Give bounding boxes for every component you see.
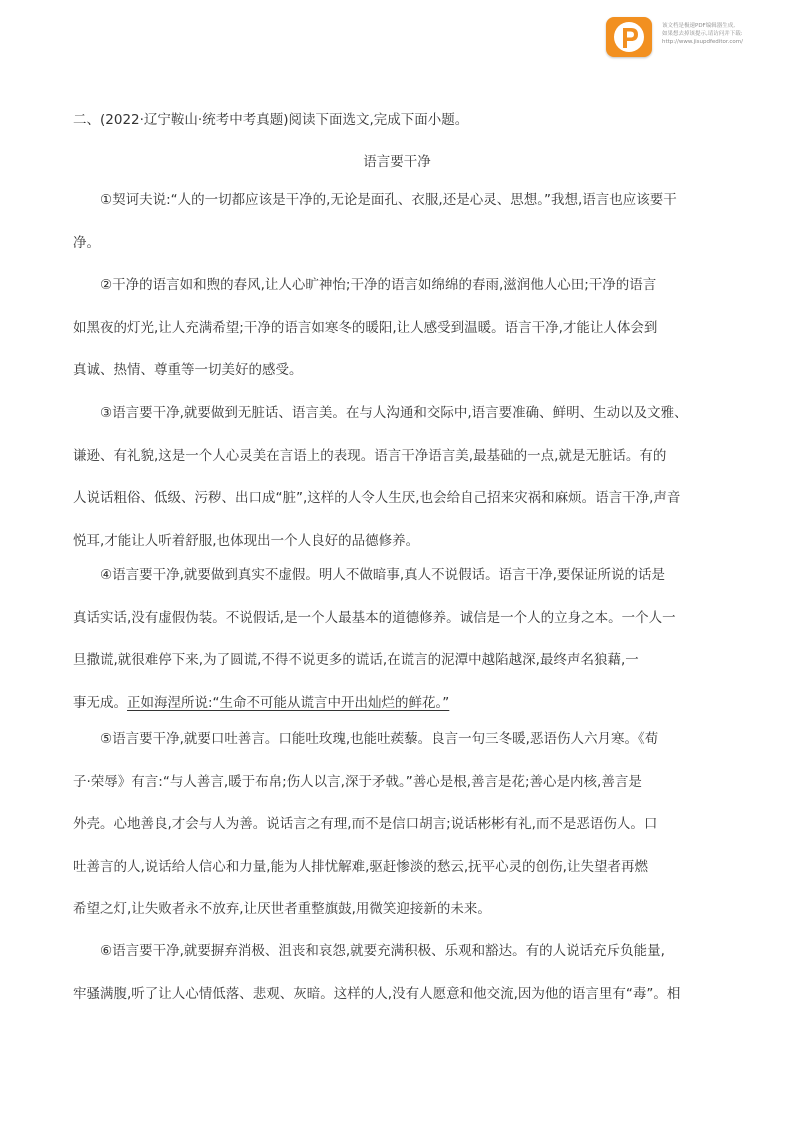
- question-heading: 二、(2022·辽宁鞍山·统考中考真题)阅读下面选文,完成下面小题。: [73, 112, 469, 128]
- logo-note-line: http://www.jisupdfeditor.com/: [662, 39, 743, 45]
- paragraph-2: [73, 264, 733, 392]
- paragraph-line: 外壳。心地善良,才会与人为善。说话言之有理,而不是信口胡言;说话彬彬有礼,而不是恶语伤人。口: [73, 816, 658, 832]
- logo-watermark-note: [662, 22, 787, 46]
- paragraph-line: 净。: [73, 234, 100, 251]
- pdf-editor-logo-icon: [606, 17, 652, 57]
- paragraph-line: 真诚、热情、尊重等一切美好的感受。: [73, 362, 303, 378]
- paragraph-line: 旦撒谎,就很难停下来,为了圆谎,不得不说更多的谎话,在谎言的泥潭中越陷越深,最终声名狼藉,一: [73, 652, 639, 668]
- paragraph-6: [73, 930, 733, 1015]
- paragraph-1: [73, 179, 733, 264]
- paragraph-line: 真话实话,没有虚假伪装。不说假话,是一个人最基本的道德修养。诚信是一个人的立身之本。一个人一: [73, 609, 676, 626]
- paragraph-line: ②干净的语言如和煦的春风,让人心旷神怡;干净的语言如绵绵的春雨,滋润他人心田;干净的语言: [100, 277, 657, 293]
- paragraph-line: 希望之灯,让失败者永不放弃,让厌世者重整旗鼓,用微笑迎接新的未来。: [73, 901, 491, 917]
- paragraph-line: ⑥语言要干净,就要摒弃消极、沮丧和哀怨,就要充满积极、乐观和豁达。有的人说话充斥负能量,: [100, 943, 665, 959]
- logo-note-line: 该文档是极速PDF编辑器生成,: [662, 23, 735, 29]
- paragraph-line: 悦耳,才能让人听着舒服,也体现出一个人良好的品德修养。: [73, 532, 420, 549]
- paragraph-3: [73, 392, 733, 562]
- underlined-quote: 正如海涅所说:“生命不可能从谎言中开出灿烂的鲜花。”: [127, 694, 450, 711]
- paragraph-line: ③语言要干净,就要做到无脏话、语言美。在与人沟通和交际中,语言要准确、鲜明、生动以及文雅、: [100, 405, 688, 421]
- paragraph-line: 子·荣辱》有言:“与人善言,暖于布帛;伤人以言,深于矛戟。”善心是根,善言是花;善心是内核,善言是: [73, 773, 642, 790]
- paragraph-5: [73, 718, 733, 931]
- paragraph-line: ①契诃夫说:“人的一切都应该是干净的,无论是面孔、衣服,还是心灵、思想。”我想,语言也应该要干: [100, 192, 677, 208]
- paragraph-line: 吐善言的人,说话给人信心和力量,能为人排忧解难,驱赶惨淡的愁云,抚平心灵的创伤,让失望者再燃: [73, 858, 648, 875]
- article-title: 语言要干净: [363, 154, 431, 170]
- paragraph-line: ④语言要干净,就要做到真实不虚假。明人不做暗事,真人不说假话。语言干净,要保证所说的话是: [100, 567, 665, 583]
- paragraph-line: 牢骚满腹,听了让人心情低落、悲观、灰暗。这样的人,没有人愿意和他交流,因为他的语言里有“毒”。相: [73, 985, 681, 1002]
- paragraph-line: 人说话粗俗、低级、污秽、出口成“脏”,这样的人令人生厌,也会给自己招来灾祸和麻烦。语言干净,声音: [73, 490, 681, 506]
- logo-note-line: 如果想去掉该提示,请访问并下载:: [662, 31, 743, 37]
- paragraph-line: ⑤语言要干净,就要口吐善言。口能吐玫瑰,也能吐蒺藜。良言一句三冬暖,恶语伤人六月寒。《荀: [100, 731, 659, 747]
- paragraph-line: 谦逊、有礼貌,这是一个人心灵美在言语上的表现。语言干净语言美,最基础的一点,就是无脏话。有的: [73, 447, 667, 464]
- paragraph-4: [73, 554, 733, 724]
- paragraph-line: 如黑夜的灯光,让人充满希望;干净的语言如寒冬的暖阳,让人感受到温暖。语言干净,才能让人体会到: [73, 319, 658, 336]
- paragraph-text: 事无成。: [73, 694, 127, 711]
